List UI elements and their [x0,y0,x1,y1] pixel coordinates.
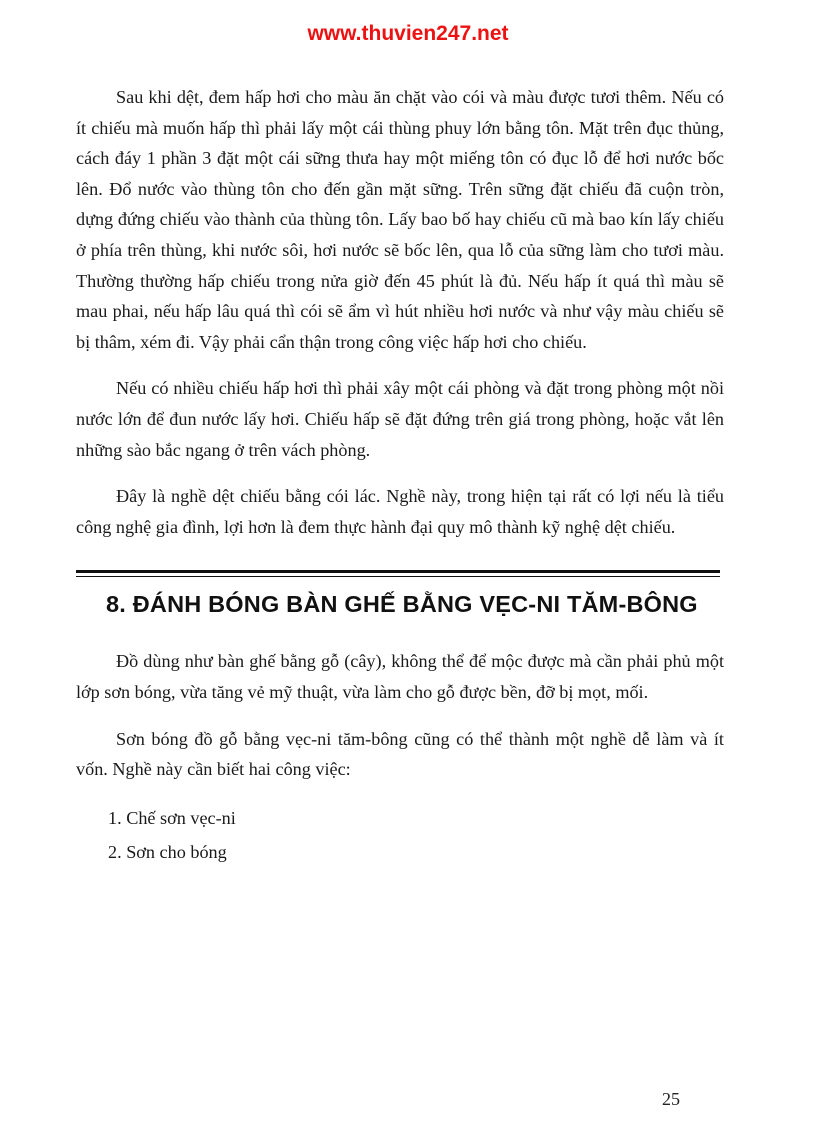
list-item: 2. Sơn cho bóng [108,841,227,862]
page-number: 25 [662,1089,680,1109]
paragraph-steaming: Sau khi dệt, đem hấp hơi cho màu ăn chặt vào cói và màu được tươi thêm. Nếu có ít chiếu mà muốn hấp thì phải lấy một cái thùng phuy lớn bằng tôn. Mặt trên đục thủng, cách đáy 1 phần 3 đặt một cái sững thưa hay một miếng tôn có đục lỗ để hơi nước bốc lên. Đổ nước vào thùng tôn cho đến gần mặt sững. Trên sững đặt chiếu đã cuộn tròn, dựng đứng chiếu vào thành của thùng tôn. Lấy bao bố hay chiếu cũ mà bao kín lấy chiếu ở phía trên thùng, khi nước sôi, hơi nước sẽ bốc lên, qua lỗ của sững làm cho tươi màu. Thường thường hấp chiếu trong nửa giờ đến 45 phút là đủ. Nếu hấp ít quá thì màu sẽ mau phai, nếu hấp lâu quá thì cói sẽ ẩm vì hút nhiều hơi nước và như vậy màu chiếu sẽ bị thâm, xém đi. Vậy phải cẩn thận trong công việc hấp hơi cho chiếu. [76,87,724,352]
paragraph-varnish-trade: Sơn bóng đồ gỗ bằng vẹc-ni tăm-bông cũng có thể thành một nghề dễ làm và ít vốn. Nghề này cần biết hai công việc: [76,728,724,780]
divider-thin-line [76,576,720,577]
watermark: www.thuvien247.net [307,22,509,45]
divider-thick-line [76,570,720,573]
paragraph-steam-room: Nếu có nhiều chiếu hấp hơi thì phải xây một cái phòng và đặt trong phòng một nồi nước lớn để đun nước lấy hơi. Chiếu hấp sẽ đặt đứng trên giá trong phòng, hoặc vắt lên những sào bắc ngang ở trên vách phòng. [76,378,724,460]
section-heading: 8. ĐÁNH BÓNG BÀN GHẾ BẰNG VẸC-NI TĂM-BÔNG [106,591,698,618]
paragraph-conclusion: Đây là nghề dệt chiếu bằng cói lác. Nghề này, trong hiện tại rất có lợi nếu là tiểu công nghệ gia đình, lợi hơn là đem thực hành đại quy mô thành kỹ nghệ dệt chiếu. [76,486,724,537]
list-item: 1. Chế sơn vẹc-ni [108,807,236,828]
page-content [76,82,724,869]
paragraph-furniture-intro: Đồ dùng như bàn ghế bằng gỗ (cây), không thể để mộc được mà cần phải phủ một lớp sơn bóng, vừa tăng vẻ mỹ thuật, vừa làm cho gỗ được bền, đỡ bị mọt, mối. [76,651,724,702]
section-divider [76,570,720,577]
task-list [76,801,724,869]
